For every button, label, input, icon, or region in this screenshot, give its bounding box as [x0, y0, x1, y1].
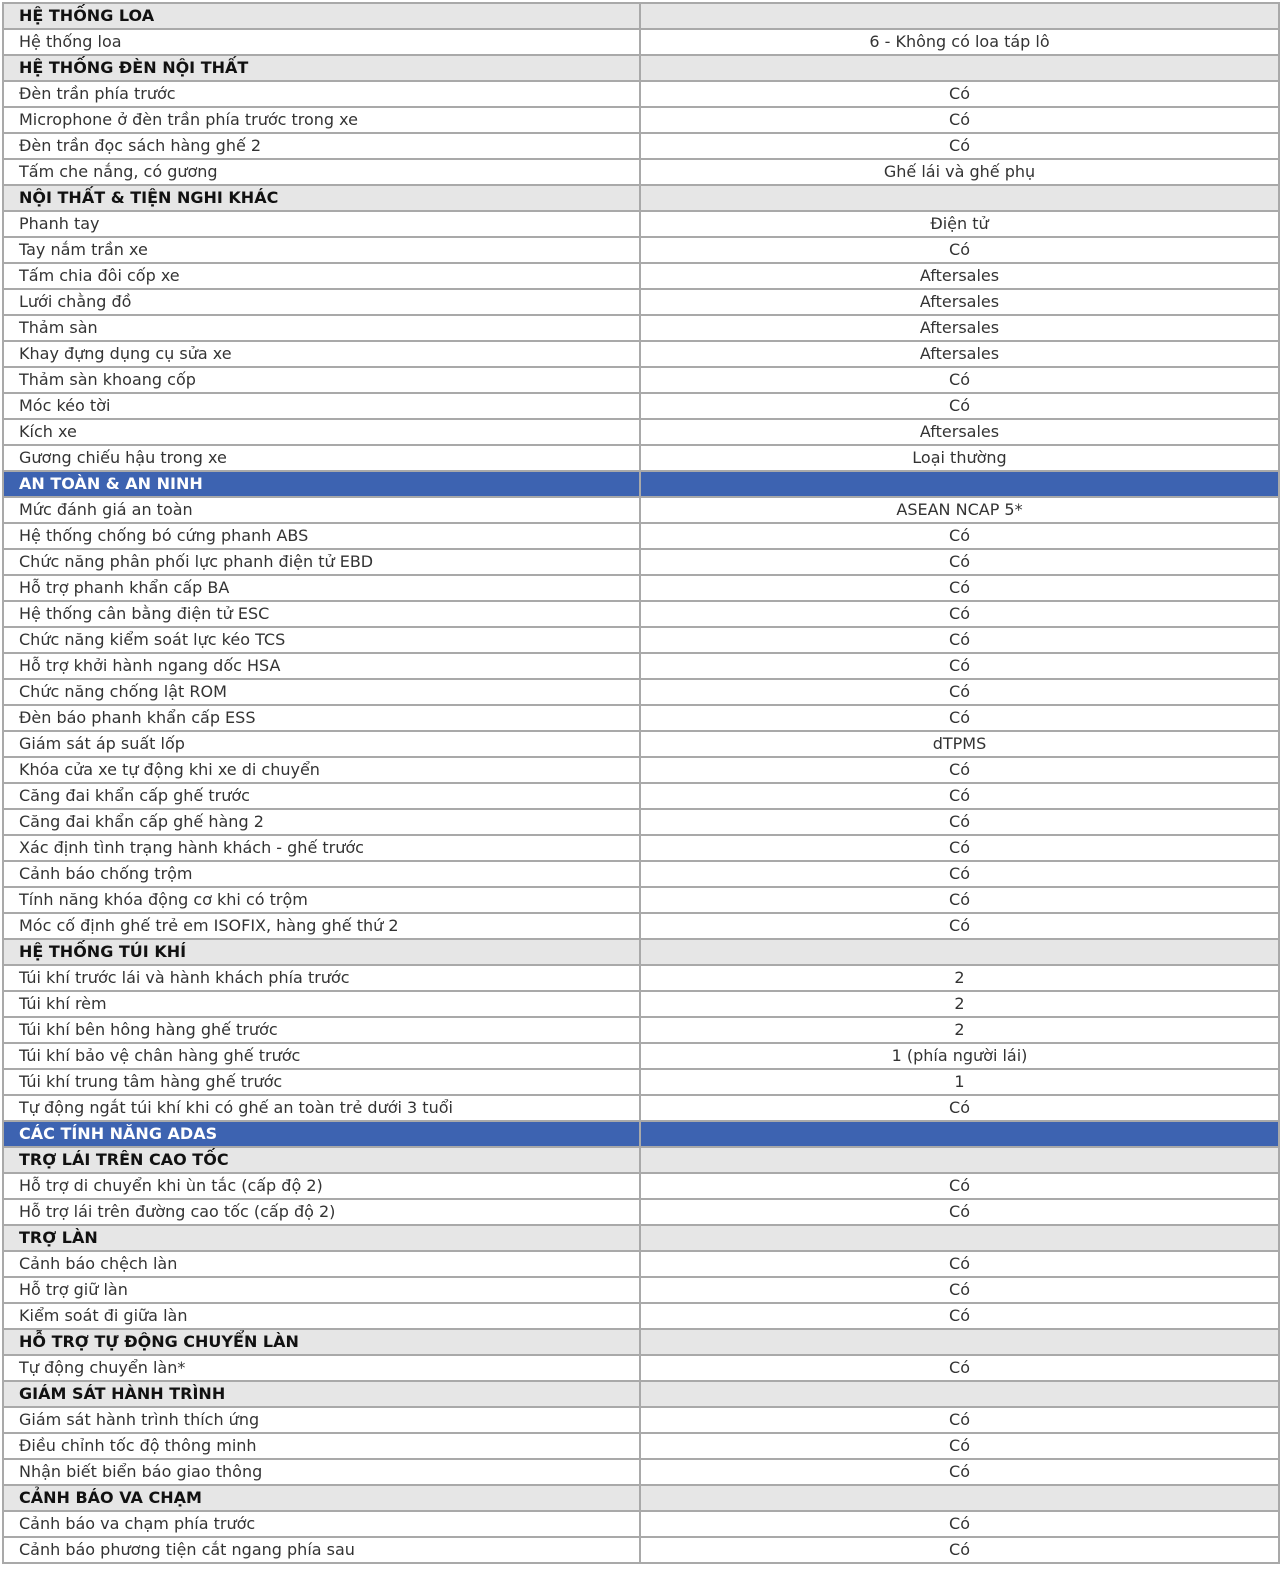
spec-value: dTPMS: [640, 731, 1279, 757]
spec-label: Xác định tình trạng hành khách - ghế trước: [3, 835, 640, 861]
spec-label: Phanh tay: [3, 211, 640, 237]
spec-value: 6 - Không có loa táp lô: [640, 29, 1279, 55]
spec-row: [3, 575, 1279, 601]
spec-label: Thảm sàn: [3, 315, 640, 341]
spec-label: Tấm chia đôi cốp xe: [3, 263, 640, 289]
spec-value: Aftersales: [640, 289, 1279, 315]
spec-value: Có: [640, 575, 1279, 601]
section-header-row: [3, 185, 1279, 211]
spec-row: [3, 263, 1279, 289]
spec-row: [3, 497, 1279, 523]
spec-row: [3, 861, 1279, 887]
spec-value: Ghế lái và ghế phụ: [640, 159, 1279, 185]
spec-label: Khóa cửa xe tự động khi xe di chuyển: [3, 757, 640, 783]
spec-row: [3, 107, 1279, 133]
section-title: GIÁM SÁT HÀNH TRÌNH: [3, 1381, 640, 1407]
spec-label: Cảnh báo va chạm phía trước: [3, 1511, 640, 1537]
spec-label: Tự động chuyển làn*: [3, 1355, 640, 1381]
spec-row: [3, 1433, 1279, 1459]
spec-row: [3, 653, 1279, 679]
section-header-row: [3, 1485, 1279, 1511]
spec-label: Móc cố định ghế trẻ em ISOFIX, hàng ghế thứ 2: [3, 913, 640, 939]
section-title: CẢNH BÁO VA CHẠM: [3, 1485, 640, 1511]
spec-table-body: [3, 3, 1279, 1563]
spec-value: Có: [640, 107, 1279, 133]
spec-row: [3, 1303, 1279, 1329]
spec-row: [3, 523, 1279, 549]
spec-row: [3, 549, 1279, 575]
spec-label: Túi khí bảo vệ chân hàng ghế trước: [3, 1043, 640, 1069]
spec-value: Có: [640, 237, 1279, 263]
spec-label: Căng đai khẩn cấp ghế trước: [3, 783, 640, 809]
spec-value: Có: [640, 601, 1279, 627]
spec-value: ASEAN NCAP 5*: [640, 497, 1279, 523]
spec-row: [3, 133, 1279, 159]
spec-label: Hệ thống chống bó cứng phanh ABS: [3, 523, 640, 549]
section-title: HỆ THỐNG TÚI KHÍ: [3, 939, 640, 965]
spec-value: Có: [640, 523, 1279, 549]
spec-row: [3, 393, 1279, 419]
section-header-row: [3, 1329, 1279, 1355]
spec-label: Hỗ trợ di chuyển khi ùn tắc (cấp độ 2): [3, 1173, 640, 1199]
spec-value: Có: [640, 1277, 1279, 1303]
spec-row: [3, 289, 1279, 315]
section-header-row: [3, 55, 1279, 81]
spec-label: Giám sát áp suất lốp: [3, 731, 640, 757]
spec-row: [3, 367, 1279, 393]
spec-value: Có: [640, 679, 1279, 705]
spec-value: Có: [640, 913, 1279, 939]
spec-value: Có: [640, 653, 1279, 679]
spec-label: Móc kéo tời: [3, 393, 640, 419]
spec-label: Nhận biết biển báo giao thông: [3, 1459, 640, 1485]
spec-row: [3, 809, 1279, 835]
spec-label: Hỗ trợ giữ làn: [3, 1277, 640, 1303]
spec-value: Điện tử: [640, 211, 1279, 237]
spec-label: Lưới chằng đồ: [3, 289, 640, 315]
section-header-row: [3, 1147, 1279, 1173]
spec-value: Aftersales: [640, 263, 1279, 289]
spec-value: Có: [640, 81, 1279, 107]
spec-row: [3, 835, 1279, 861]
section-value-empty: [640, 471, 1279, 497]
spec-label: Hỗ trợ lái trên đường cao tốc (cấp độ 2): [3, 1199, 640, 1225]
section-header-row: [3, 1225, 1279, 1251]
spec-label: Hỗ trợ phanh khẩn cấp BA: [3, 575, 640, 601]
spec-label: Cảnh báo chống trộm: [3, 861, 640, 887]
spec-label: Đèn trần phía trước: [3, 81, 640, 107]
section-title: NỘI THẤT & TIỆN NGHI KHÁC: [3, 185, 640, 211]
spec-row: [3, 757, 1279, 783]
spec-value: Có: [640, 627, 1279, 653]
section-value-empty: [640, 939, 1279, 965]
spec-value: Có: [640, 705, 1279, 731]
spec-row: [3, 1355, 1279, 1381]
spec-value: Có: [640, 783, 1279, 809]
spec-value: Có: [640, 1173, 1279, 1199]
spec-row: [3, 1017, 1279, 1043]
spec-label: Thảm sàn khoang cốp: [3, 367, 640, 393]
spec-label: Kiểm soát đi giữa làn: [3, 1303, 640, 1329]
spec-row: [3, 211, 1279, 237]
spec-label: Đèn báo phanh khẩn cấp ESS: [3, 705, 640, 731]
spec-row: [3, 1407, 1279, 1433]
spec-label: Mức đánh giá an toàn: [3, 497, 640, 523]
spec-label: Túi khí trước lái và hành khách phía trước: [3, 965, 640, 991]
section-value-empty: [640, 1381, 1279, 1407]
spec-value: Có: [640, 1251, 1279, 1277]
spec-label: Hệ thống loa: [3, 29, 640, 55]
spec-value: 1 (phía người lái): [640, 1043, 1279, 1069]
spec-row: [3, 913, 1279, 939]
section-value-empty: [640, 1147, 1279, 1173]
spec-row: [3, 887, 1279, 913]
section-header-row: [3, 1381, 1279, 1407]
section-value-empty: [640, 1485, 1279, 1511]
spec-value: Có: [640, 1511, 1279, 1537]
spec-value: Có: [640, 887, 1279, 913]
spec-value: Có: [640, 549, 1279, 575]
spec-label: Căng đai khẩn cấp ghế hàng 2: [3, 809, 640, 835]
spec-value: Có: [640, 1407, 1279, 1433]
spec-row: [3, 731, 1279, 757]
spec-row: [3, 783, 1279, 809]
spec-row: [3, 159, 1279, 185]
spec-label: Tính năng khóa động cơ khi có trộm: [3, 887, 640, 913]
spec-row: [3, 991, 1279, 1017]
spec-row: [3, 965, 1279, 991]
spec-value: 1: [640, 1069, 1279, 1095]
spec-value: Có: [640, 861, 1279, 887]
spec-value: Có: [640, 1095, 1279, 1121]
spec-value: Có: [640, 1433, 1279, 1459]
spec-row: [3, 1069, 1279, 1095]
spec-label: Chức năng chống lật ROM: [3, 679, 640, 705]
spec-value: Có: [640, 1303, 1279, 1329]
spec-label: Gương chiếu hậu trong xe: [3, 445, 640, 471]
spec-row: [3, 1251, 1279, 1277]
spec-label: Tự động ngắt túi khí khi có ghế an toàn trẻ dưới 3 tuổi: [3, 1095, 640, 1121]
spec-value: Có: [640, 393, 1279, 419]
section-title: TRỢ LÀN: [3, 1225, 640, 1251]
spec-row: [3, 29, 1279, 55]
section-title: HỆ THỐNG ĐÈN NỘI THẤT: [3, 55, 640, 81]
section-value-empty: [640, 1225, 1279, 1251]
spec-value: Có: [640, 835, 1279, 861]
spec-row: [3, 1173, 1279, 1199]
section-header-row: [3, 3, 1279, 29]
spec-label: Microphone ở đèn trần phía trước trong xe: [3, 107, 640, 133]
spec-row: [3, 1277, 1279, 1303]
category-header-row: [3, 1121, 1279, 1147]
spec-value: 2: [640, 1017, 1279, 1043]
category-header-row: [3, 471, 1279, 497]
spec-value: Loại thường: [640, 445, 1279, 471]
spec-row: [3, 1511, 1279, 1537]
spec-row: [3, 237, 1279, 263]
spec-label: Hỗ trợ khởi hành ngang dốc HSA: [3, 653, 640, 679]
spec-value: Có: [640, 1355, 1279, 1381]
spec-label: Chức năng phân phối lực phanh điện tử EBD: [3, 549, 640, 575]
section-title: CÁC TÍNH NĂNG ADAS: [3, 1121, 640, 1147]
spec-value: Có: [640, 1199, 1279, 1225]
spec-value: 2: [640, 965, 1279, 991]
spec-row: [3, 445, 1279, 471]
spec-value: Có: [640, 809, 1279, 835]
spec-row: [3, 627, 1279, 653]
spec-value: Có: [640, 133, 1279, 159]
section-value-empty: [640, 1121, 1279, 1147]
spec-label: Điều chỉnh tốc độ thông minh: [3, 1433, 640, 1459]
spec-value: Có: [640, 757, 1279, 783]
section-title: AN TOÀN & AN NINH: [3, 471, 640, 497]
spec-label: Túi khí bên hông hàng ghế trước: [3, 1017, 640, 1043]
spec-row: [3, 1043, 1279, 1069]
spec-row: [3, 679, 1279, 705]
spec-table: [2, 2, 1280, 1564]
spec-value: Aftersales: [640, 315, 1279, 341]
spec-row: [3, 315, 1279, 341]
spec-row: [3, 705, 1279, 731]
spec-row: [3, 1199, 1279, 1225]
spec-value: Có: [640, 367, 1279, 393]
spec-label: Chức năng kiểm soát lực kéo TCS: [3, 627, 640, 653]
section-title: HỖ TRỢ TỰ ĐỘNG CHUYỂN LÀN: [3, 1329, 640, 1355]
section-title: HỆ THỐNG LOA: [3, 3, 640, 29]
spec-row: [3, 419, 1279, 445]
section-title: TRỢ LÁI TRÊN CAO TỐC: [3, 1147, 640, 1173]
spec-label: Tay nắm trần xe: [3, 237, 640, 263]
spec-label: Túi khí trung tâm hàng ghế trước: [3, 1069, 640, 1095]
spec-row: [3, 601, 1279, 627]
spec-label: Tấm che nắng, có gương: [3, 159, 640, 185]
spec-row: [3, 341, 1279, 367]
spec-row: [3, 1459, 1279, 1485]
spec-label: Hệ thống cân bằng điện tử ESC: [3, 601, 640, 627]
spec-label: Đèn trần đọc sách hàng ghế 2: [3, 133, 640, 159]
spec-row: [3, 81, 1279, 107]
spec-label: Cảnh báo chệch làn: [3, 1251, 640, 1277]
spec-row: [3, 1537, 1279, 1563]
section-value-empty: [640, 55, 1279, 81]
spec-label: Kích xe: [3, 419, 640, 445]
spec-row: [3, 1095, 1279, 1121]
spec-value: Aftersales: [640, 341, 1279, 367]
spec-value: Aftersales: [640, 419, 1279, 445]
spec-value: 2: [640, 991, 1279, 1017]
spec-label: Giám sát hành trình thích ứng: [3, 1407, 640, 1433]
spec-label: Cảnh báo phương tiện cắt ngang phía sau: [3, 1537, 640, 1563]
section-header-row: [3, 939, 1279, 965]
spec-value: Có: [640, 1537, 1279, 1563]
section-value-empty: [640, 185, 1279, 211]
spec-label: Túi khí rèm: [3, 991, 640, 1017]
spec-value: Có: [640, 1459, 1279, 1485]
section-value-empty: [640, 3, 1279, 29]
spec-label: Khay đựng dụng cụ sửa xe: [3, 341, 640, 367]
section-value-empty: [640, 1329, 1279, 1355]
